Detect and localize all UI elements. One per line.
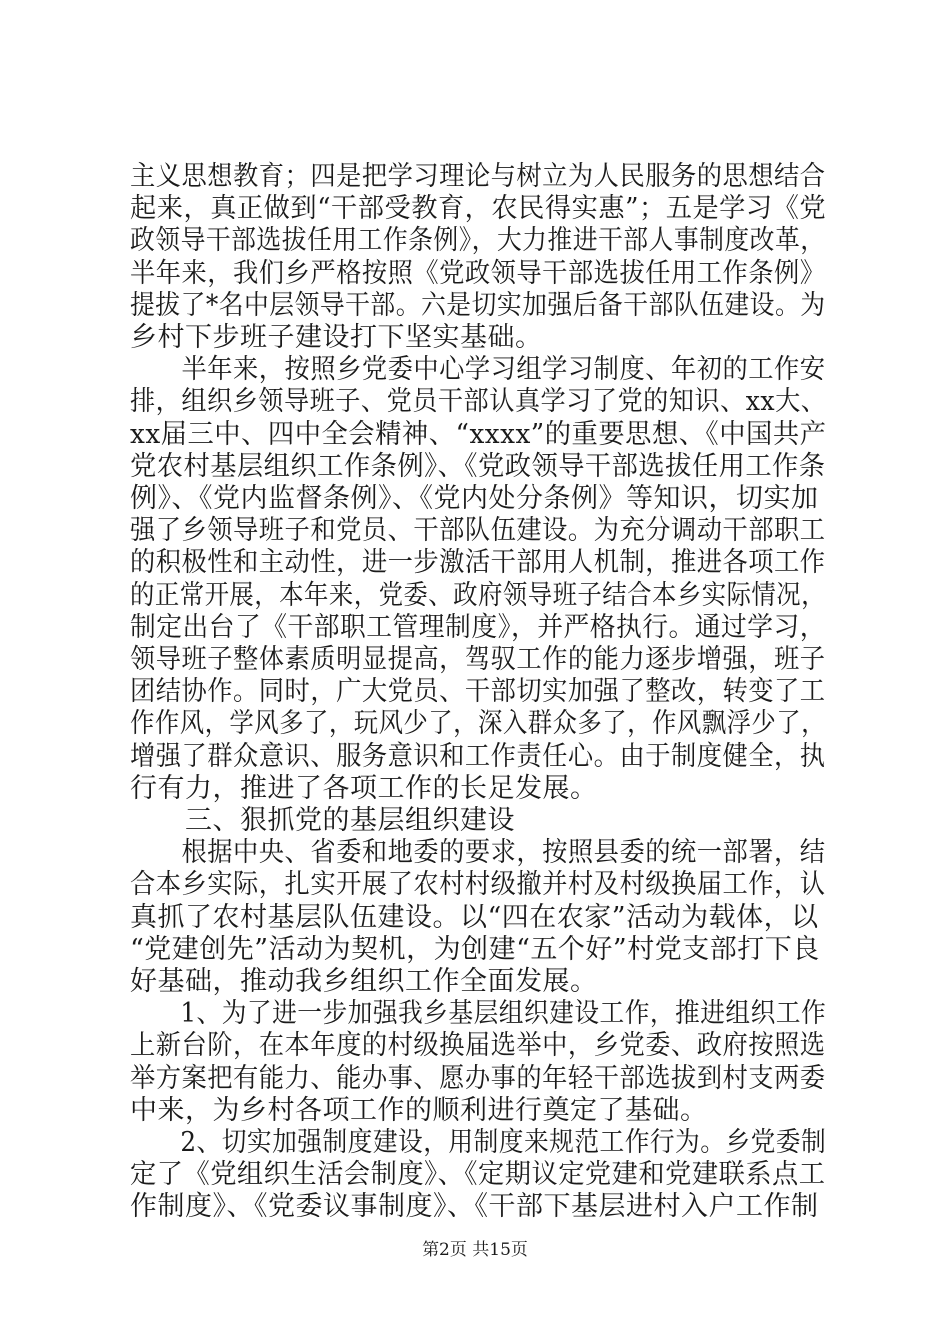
text-line: 党农村基层组织工作条例》、《党政领导干部选拔任用工作条 xyxy=(130,450,826,482)
text-line: 根据中央、省委和地委的要求，按照县委的统一部署，结 xyxy=(130,837,826,869)
text-line: 领导班子整体素质明显提高，驾驭工作的能力逐步增强，班子 xyxy=(130,644,826,675)
text-line: 政领导干部选拔任用工作条例》，大力推进干部人事制度改革， xyxy=(130,225,826,257)
text-line: 真抓了农村基层队伍建设。以“四在农家”活动为载体，以 xyxy=(130,901,819,933)
text-line: 1、为了进一步加强我乡基层组织建设工作，推进组织工作 xyxy=(130,998,827,1030)
text-line: xx届三中、四中全会精神、“xxxx”的重要思想、《中国共产 xyxy=(130,418,827,450)
text-line: 的正常开展，本年来，党委、政府领导班子结合本乡实际情况， xyxy=(130,579,826,611)
text-line: 提拔了*名中层领导干部。六是切实加强后备干部队伍建设。为 xyxy=(130,289,826,321)
text-line: 合本乡实际，扎实开展了农村村级撤并村及村级换届工作，认 xyxy=(130,869,826,901)
text-line: 的积极性和主动性，进一步激活干部用人机制，推进各项工作 xyxy=(130,547,826,579)
text-line: 例》、《党内监督条例》、《党内处分条例》等知识，切实加 xyxy=(130,483,819,514)
text-line: 半年来，按照乡党委中心学习组学习制度、年初的工作安 xyxy=(130,354,826,386)
text-line: 上新台阶，在本年度的村级换届选举中，乡党委、政府按照选 xyxy=(130,1030,826,1062)
text-line: 主义思想教育；四是把学习理论与树立为人民服务的思想结合 xyxy=(130,161,826,192)
text-line: 定了《党组织生活会制度》、《定期议定党建和党建联系点工 xyxy=(130,1159,826,1191)
text-line: “党建创先”活动为契机，为创建“五个好”村党支部打下良 xyxy=(130,933,820,965)
text-line: 制定出台了《干部职工管理制度》，并严格执行。通过学习， xyxy=(130,611,826,643)
text-line: 排，组织乡领导班子、党员干部认真学习了党的知识、xx大、 xyxy=(130,386,827,418)
text-line: 强了乡领导班子和党员、干部队伍建设。为充分调动干部职工 xyxy=(130,515,826,547)
text-line: 乡村下步班子建设打下坚实基础。 xyxy=(130,322,543,353)
text-line: 半年来，我们乡严格按照《党政领导干部选拔任用工作条例》 xyxy=(130,257,826,289)
text-line: 作制度》、《党委议事制度》、《干部下基层进村入户工作制 xyxy=(130,1191,819,1223)
text-line: 行有力，推进了各项工作的长足发展。 xyxy=(130,772,598,804)
text-line: 2、切实加强制度建设，用制度来规范工作行为。乡党委制 xyxy=(130,1127,827,1158)
text-line: 中来，为乡村各项工作的顺利进行奠定了基础。 xyxy=(130,1094,708,1126)
text-line: 团结协作。同时，广大党员、干部切实加强了整改，转变了工 xyxy=(130,676,826,708)
text-line: 举方案把有能力、能办事、愿办事的年轻干部选拔到村支两委 xyxy=(130,1062,826,1094)
text-line: 好基础，推动我乡组织工作全面发展。 xyxy=(130,966,598,997)
page-footer: 第2页 共15页 xyxy=(422,1240,528,1260)
text-line: 三、狠抓党的基层组织建设 xyxy=(130,805,515,836)
text-line: 起来，真正做到“干部受教育，农民得实惠”；五是学习《党 xyxy=(130,193,827,225)
text-line: 作作风，学风多了，玩风少了，深入群众多了，作风飘浮少了， xyxy=(130,708,826,740)
text-line: 增强了群众意识、服务意识和工作责任心。由于制度健全，执 xyxy=(130,740,826,772)
